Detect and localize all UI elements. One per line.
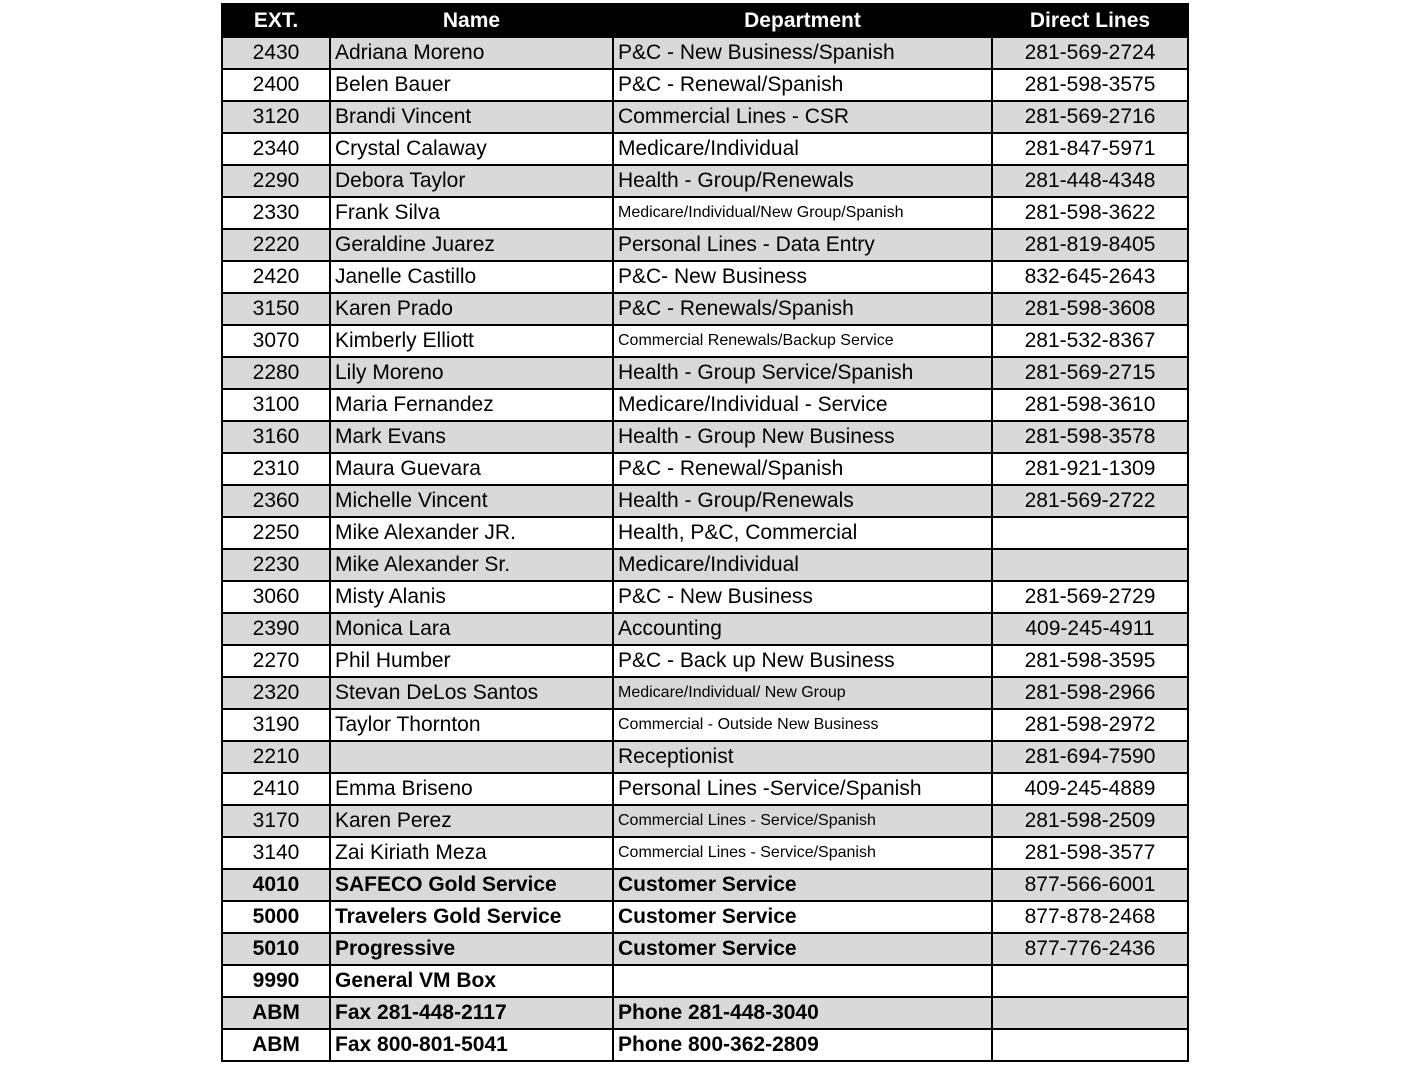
- direct-line-cell: 281-569-2729: [992, 581, 1188, 613]
- department-cell: P&C - Renewal/Spanish: [613, 69, 992, 101]
- direct-line-cell: 281-569-2715: [992, 357, 1188, 389]
- ext-cell: 2340: [222, 133, 330, 165]
- name-cell: Travelers Gold Service: [330, 901, 613, 933]
- ext-cell: 4010: [222, 869, 330, 901]
- direct-line-cell: [992, 965, 1188, 997]
- table-row: [222, 325, 1188, 357]
- table-row: [222, 133, 1188, 165]
- ext-cell: 3170: [222, 805, 330, 837]
- direct-line-cell: 409-245-4889: [992, 773, 1188, 805]
- name-cell: Michelle Vincent: [330, 485, 613, 517]
- name-cell: Brandi Vincent: [330, 101, 613, 133]
- direct-line-cell: 877-878-2468: [992, 901, 1188, 933]
- table-row: [222, 581, 1188, 613]
- table-row: [222, 773, 1188, 805]
- ext-cell: 2210: [222, 741, 330, 773]
- direct-line-cell: [992, 1029, 1188, 1061]
- table-row: [222, 197, 1188, 229]
- department-cell: Customer Service: [613, 869, 992, 901]
- table-row: [222, 357, 1188, 389]
- table-row: [222, 869, 1188, 901]
- ext-cell: 3120: [222, 101, 330, 133]
- department-cell: P&C - Renewals/Spanish: [613, 293, 992, 325]
- name-cell: Karen Prado: [330, 293, 613, 325]
- table-row: [222, 101, 1188, 133]
- name-cell: Fax 800-801-5041: [330, 1029, 613, 1061]
- department-cell: P&C - New Business: [613, 581, 992, 613]
- department-cell: P&C - Renewal/Spanish: [613, 453, 992, 485]
- ext-cell: 2390: [222, 613, 330, 645]
- table-row: [222, 837, 1188, 869]
- ext-cell: 2430: [222, 37, 330, 69]
- direct-line-cell: 832-645-2643: [992, 261, 1188, 293]
- direct-line-cell: 281-532-8367: [992, 325, 1188, 357]
- name-cell: General VM Box: [330, 965, 613, 997]
- direct-line-cell: 281-598-3575: [992, 69, 1188, 101]
- name-cell: Fax 281-448-2117: [330, 997, 613, 1029]
- name-cell: SAFECO Gold Service: [330, 869, 613, 901]
- direct-line-cell: [992, 549, 1188, 581]
- header-department: Department: [613, 4, 992, 37]
- table-row: [222, 709, 1188, 741]
- department-cell: Medicare/Individual: [613, 549, 992, 581]
- department-cell: Customer Service: [613, 901, 992, 933]
- ext-cell: 2310: [222, 453, 330, 485]
- name-cell: Debora Taylor: [330, 165, 613, 197]
- table-row: [222, 645, 1188, 677]
- direct-line-cell: 281-694-7590: [992, 741, 1188, 773]
- direct-line-cell: 281-598-2966: [992, 677, 1188, 709]
- department-cell: Medicare/Individual/New Group/Spanish: [613, 197, 992, 229]
- name-cell: Crystal Calaway: [330, 133, 613, 165]
- department-cell: Receptionist: [613, 741, 992, 773]
- name-cell: Janelle Castillo: [330, 261, 613, 293]
- ext-cell: 2290: [222, 165, 330, 197]
- department-cell: Medicare/Individual: [613, 133, 992, 165]
- ext-cell: 2220: [222, 229, 330, 261]
- department-cell: Health - Group/Renewals: [613, 485, 992, 517]
- name-cell: Maria Fernandez: [330, 389, 613, 421]
- table-row: [222, 293, 1188, 325]
- table-row: [222, 613, 1188, 645]
- name-cell: Mark Evans: [330, 421, 613, 453]
- department-cell: Personal Lines -Service/Spanish: [613, 773, 992, 805]
- department-cell: Accounting: [613, 613, 992, 645]
- table-row: [222, 933, 1188, 965]
- name-cell: Lily Moreno: [330, 357, 613, 389]
- direct-line-cell: 281-598-2509: [992, 805, 1188, 837]
- direct-line-cell: 281-598-3622: [992, 197, 1188, 229]
- ext-cell: 3150: [222, 293, 330, 325]
- table-row: [222, 741, 1188, 773]
- table-row: [222, 965, 1188, 997]
- department-cell: Medicare/Individual - Service: [613, 389, 992, 421]
- direct-line-cell: [992, 517, 1188, 549]
- department-cell: Phone 800-362-2809: [613, 1029, 992, 1061]
- direct-line-cell: 281-819-8405: [992, 229, 1188, 261]
- department-cell: Customer Service: [613, 933, 992, 965]
- direct-line-cell: 281-598-3577: [992, 837, 1188, 869]
- department-cell: [613, 965, 992, 997]
- ext-cell: 3140: [222, 837, 330, 869]
- department-cell: Health - Group New Business: [613, 421, 992, 453]
- ext-cell: 5000: [222, 901, 330, 933]
- ext-cell: 2330: [222, 197, 330, 229]
- direct-line-cell: 409-245-4911: [992, 613, 1188, 645]
- department-cell: Health, P&C, Commercial: [613, 517, 992, 549]
- name-cell: Zai Kiriath Meza: [330, 837, 613, 869]
- department-cell: Commercial Lines - CSR: [613, 101, 992, 133]
- ext-cell: 3060: [222, 581, 330, 613]
- ext-cell: 2410: [222, 773, 330, 805]
- name-cell: Emma Briseno: [330, 773, 613, 805]
- name-cell: Adriana Moreno: [330, 37, 613, 69]
- ext-cell: 2400: [222, 69, 330, 101]
- phone-directory-table: [221, 3, 1189, 1062]
- name-cell: Karen Perez: [330, 805, 613, 837]
- name-cell: Monica Lara: [330, 613, 613, 645]
- table-row: [222, 677, 1188, 709]
- table-row: [222, 389, 1188, 421]
- ext-cell: ABM: [222, 1029, 330, 1061]
- department-cell: P&C - Back up New Business: [613, 645, 992, 677]
- direct-line-cell: 281-569-2716: [992, 101, 1188, 133]
- ext-cell: 2250: [222, 517, 330, 549]
- ext-cell: 3100: [222, 389, 330, 421]
- name-cell: Progressive: [330, 933, 613, 965]
- header-direct-lines: Direct Lines: [992, 4, 1188, 37]
- direct-line-cell: [992, 997, 1188, 1029]
- ext-cell: 3160: [222, 421, 330, 453]
- table-row: [222, 485, 1188, 517]
- department-cell: Commercial Renewals/Backup Service: [613, 325, 992, 357]
- table-row: [222, 421, 1188, 453]
- ext-cell: 2360: [222, 485, 330, 517]
- direct-line-cell: 281-847-5971: [992, 133, 1188, 165]
- name-cell: Misty Alanis: [330, 581, 613, 613]
- direct-line-cell: 877-566-6001: [992, 869, 1188, 901]
- table-row: [222, 901, 1188, 933]
- department-cell: Health - Group Service/Spanish: [613, 357, 992, 389]
- table-row: [222, 1029, 1188, 1061]
- ext-cell: 2230: [222, 549, 330, 581]
- name-cell: Stevan DeLos Santos: [330, 677, 613, 709]
- ext-cell: 3070: [222, 325, 330, 357]
- table-row: [222, 805, 1188, 837]
- directory-body: [222, 37, 1188, 1061]
- name-cell: Mike Alexander JR.: [330, 517, 613, 549]
- table-row: [222, 37, 1188, 69]
- direct-line-cell: 281-448-4348: [992, 165, 1188, 197]
- direct-line-cell: 281-598-3608: [992, 293, 1188, 325]
- ext-cell: 3190: [222, 709, 330, 741]
- direct-line-cell: 281-569-2722: [992, 485, 1188, 517]
- department-cell: Personal Lines - Data Entry: [613, 229, 992, 261]
- ext-cell: 2280: [222, 357, 330, 389]
- ext-cell: 9990: [222, 965, 330, 997]
- department-cell: Health - Group/Renewals: [613, 165, 992, 197]
- direct-line-cell: 281-921-1309: [992, 453, 1188, 485]
- ext-cell: 2320: [222, 677, 330, 709]
- name-cell: Geraldine Juarez: [330, 229, 613, 261]
- name-cell: Phil Humber: [330, 645, 613, 677]
- ext-cell: 2420: [222, 261, 330, 293]
- direct-line-cell: 281-569-2724: [992, 37, 1188, 69]
- name-cell: Belen Bauer: [330, 69, 613, 101]
- department-cell: Phone 281-448-3040: [613, 997, 992, 1029]
- ext-cell: 5010: [222, 933, 330, 965]
- department-cell: Medicare/Individual/ New Group: [613, 677, 992, 709]
- name-cell: Frank Silva: [330, 197, 613, 229]
- department-cell: P&C- New Business: [613, 261, 992, 293]
- direct-line-cell: 281-598-2972: [992, 709, 1188, 741]
- table-row: [222, 453, 1188, 485]
- table-row: [222, 229, 1188, 261]
- name-cell: Mike Alexander Sr.: [330, 549, 613, 581]
- department-cell: Commercial Lines - Service/Spanish: [613, 837, 992, 869]
- table-row: [222, 997, 1188, 1029]
- name-cell: Taylor Thornton: [330, 709, 613, 741]
- header-ext: EXT.: [222, 4, 330, 37]
- table-row: [222, 549, 1188, 581]
- direct-line-cell: 281-598-3595: [992, 645, 1188, 677]
- direct-line-cell: 281-598-3578: [992, 421, 1188, 453]
- table-row: [222, 69, 1188, 101]
- table-row: [222, 261, 1188, 293]
- direct-line-cell: 281-598-3610: [992, 389, 1188, 421]
- ext-cell: 2270: [222, 645, 330, 677]
- header-name: Name: [330, 4, 613, 37]
- name-cell: Kimberly Elliott: [330, 325, 613, 357]
- table-row: [222, 165, 1188, 197]
- name-cell: Maura Guevara: [330, 453, 613, 485]
- name-cell: [330, 741, 613, 773]
- direct-line-cell: 877-776-2436: [992, 933, 1188, 965]
- ext-cell: ABM: [222, 997, 330, 1029]
- header-row: [222, 4, 1188, 37]
- department-cell: P&C - New Business/Spanish: [613, 37, 992, 69]
- department-cell: Commercial - Outside New Business: [613, 709, 992, 741]
- table-row: [222, 517, 1188, 549]
- department-cell: Commercial Lines - Service/Spanish: [613, 805, 992, 837]
